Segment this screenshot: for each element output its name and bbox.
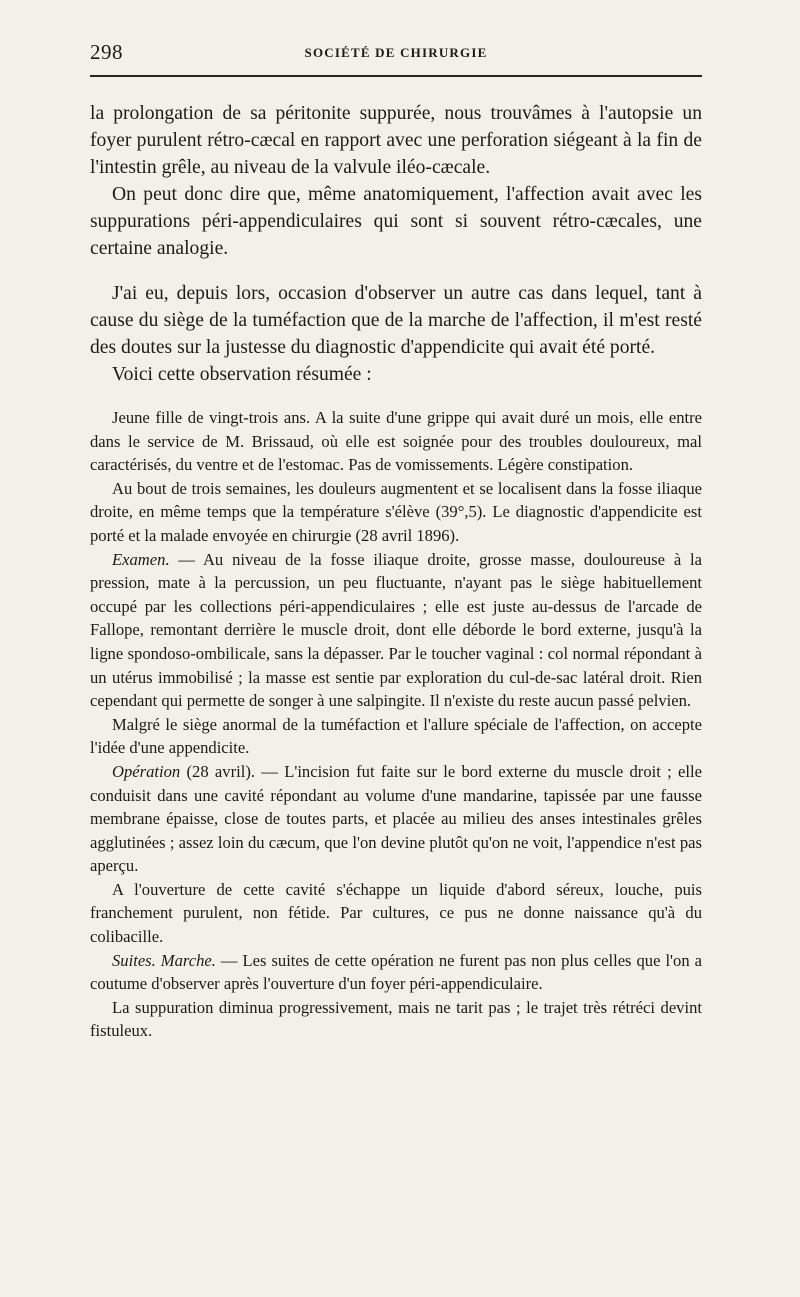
section-lead: Opération [112,761,181,781]
observation-paragraph: Au bout de trois semaines, les douleurs augmentent et se localisent dans la fosse iliaque droite, en même temps que la température s'élève (39°,5). Le diagnostic d'appendicite est porté et la malade envoyée en chirurgie (28 avril 1896). [90,478,702,545]
observation-paragraph: Examen. — Au niveau de la fosse iliaque droite, grosse masse, douloureuse à la pression, mate à la percussion, un peu fluctuante, n'ayant pas le siège habituellement occupé par les collections péri-appendiculaires ; elle est juste au-dessus de l'arcade de Fallope, remontant derrière le muscle droit, dont elle déborde le bord externe, jusqu'à la ligne spondoso-ombilicale, sans la dépasser. Par le toucher vaginal : col normal répondant à un utérus immobilisé ; la masse est sentie par exploration du cul-de-sac latéral droit. Rien cependant qui permette de songer à une salpingite. Il n'existe du reste aucun passé pelvien. [90,549,702,711]
observation-paragraph: Opération (28 avril). — L'incision fut faite sur le bord externe du muscle droit ; elle conduisit dans une cavité répondant au volume d'une mandarine, tapissée par une fausse membrane épaisse, close de toutes parts, et placée au milieu des anses intestinales grêles agglutinées ; assez loin du cæcum, que l'on devine plutôt qu'on ne voit, l'appendice n'est pas aperçu. [90,761,702,876]
page-number: 298 [90,40,123,64]
header-rule [90,75,702,77]
paragraph-continuation: la prolongation de sa péritonite suppurée, nous trouvâmes à l'autopsie un foyer purulent rétro-cæcal en rapport avec une perforation siégeant à la fin de l'intestin grêle, au niveau de la valvule iléo-cæcale. [90,103,702,178]
observation-paragraph: Malgré le siège anormal de la tuméfaction et l'allure spéciale de l'affection, on accepte l'idée d'une appendicite. [90,714,702,758]
section-lead: Suites. Marche. [112,950,216,970]
observation-paragraph: La suppuration diminua progressivement, mais ne tarit pas ; le trajet très rétréci devint fistuleux. [90,997,702,1041]
page-header [90,40,702,70]
paragraph: Voici cette observation résumée : [112,364,372,385]
observation-paragraph: Suites. Marche. — Les suites de cette opération ne furent pas non plus celles que l'on a coutume d'observer après l'ouverture d'un foyer péri-appendiculaire. [90,950,702,994]
observation-paragraph: Jeune fille de vingt-trois ans. A la suite d'une grippe qui avait duré un mois, elle entre dans le service de M. Brissaud, où elle est soignée pour des troubles douloureux, mal caractérisés, du ventre et de l'estomac. Pas de vomissements. Légère constipation. [90,408,702,475]
section-lead: Examen. [112,549,170,569]
observation-paragraph: A l'ouverture de cette cavité s'échappe un liquide d'abord séreux, louche, puis franchement purulent, non fétide. Par cultures, ce pus ne donne naissance qu'à du colibacille. [90,879,702,947]
page-body [90,100,702,1043]
paragraph: J'ai eu, depuis lors, occasion d'observer un autre cas dans lequel, tant à cause du siège de la tuméfaction que de la marche de l'affection, il m'est resté des doutes sur la justesse du diagnostic d'appendicite qui avait été porté. [90,283,702,358]
running-title: SOCIÉTÉ DE CHIRURGIE [304,45,488,60]
paragraph: On peut donc dire que, même anatomiquement, l'affection avait avec les suppurations péri-appendiculaires qui sont si souvent rétro-cæcales, une certaine analogie. [90,184,702,259]
